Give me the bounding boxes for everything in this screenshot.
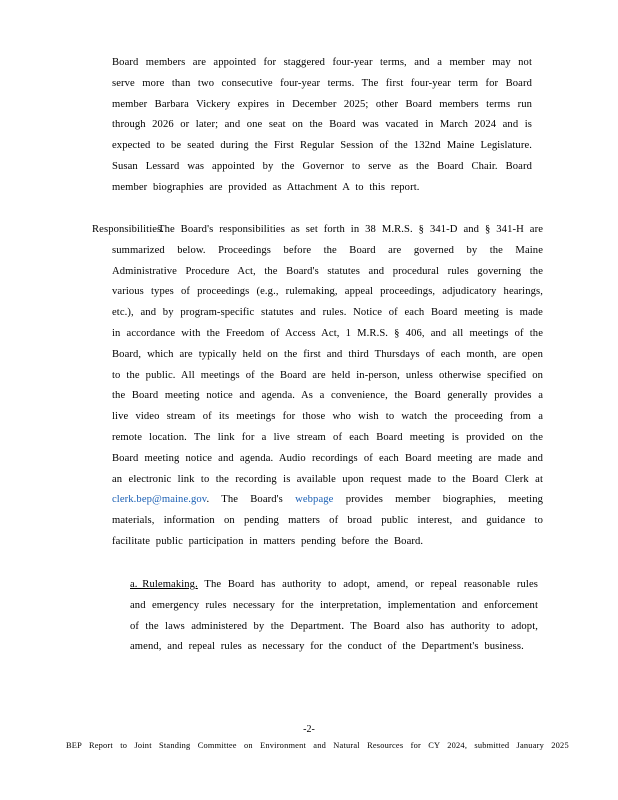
responsibilities-paragraph xyxy=(92,220,544,553)
responsibilities-body: The Board's responsibilities as set forth in 38 M.R.S. § 341-D and § 341-H are summarized below. Proceedings before the Board are governed by the Maine Administrative Procedure Act, the Board's statutes and procedural rules governing the various types of proceedings (e.g., rulemaking, appeal proceedings, adjudicatory hearings, etc.), and by program-specific statutes and rules. Notice of each Board meeting is made in accordance with the Freedom of Access Act, 1 M.R.S. § 406, and all meetings of the Board, which are typically held on the first and third Thursdays of each month, are open to the public. All meetings of the Board are held in-person, unless otherwise specified on the Board meeting notice and agenda. As a convenience, the Board generally provides a live video stream of its meetings for those who wish to watch the proceeding from a remote location. The link for a live stream of each Board meeting is provided on the Board meeting notice and agenda. Audio recordings of each Board meeting are made and an electronic link to the recording is available upon request made to the Board Clerk at xyxy=(112,224,543,485)
responsibilities-heading: Responsibilities. xyxy=(92,224,165,235)
page-number: -2- xyxy=(303,724,315,735)
rulemaking-body: The Board has authority to adopt, amend, or repeal reasonable rules and emergency rules necessary for the interpretation, implementation and enforcement of the laws administered by the Department. The Board also has authority to adopt, amend, and repeal rules as necessary for the conduct of the Department's business. xyxy=(130,579,538,653)
page-footer xyxy=(66,741,569,750)
clerk-email-link[interactable]: clerk.bep@maine.gov xyxy=(112,494,207,506)
rulemaking-heading: a. Rulemaking. xyxy=(130,579,198,590)
responsibilities-mid: . The Board's xyxy=(206,494,283,506)
responsibilities-end: provides member biographies, meeting materials, information on pending matters of broad public interest, and guidance to facilitate public participation in matters pending before the Board. xyxy=(112,494,544,547)
board-membership-paragraph: Board members are appointed for staggered four-year terms, and a member may not serve more than two consecutive four-year terms. The first four-year term for Board member Barbara Vickery expires in December 2025; other Board members terms run through 2026 or later; and one seat on the Board was vacated in March 2024 and is expected to be seated during the First Regular Session of the 132nd Maine Legislature. Susan Lessard was appointed by the Governor to serve as the Board Chair. Board member biographies are provided as Attachment A to this report. xyxy=(112,57,532,193)
footer-page-digit: 5 xyxy=(564,741,569,750)
rulemaking-paragraph xyxy=(130,575,538,658)
footer-text: BEP Report to Joint Standing Committee on Environment and Natural Resources for CY 2024, submitted January 202 xyxy=(66,741,565,750)
board-webpage-link[interactable]: webpage xyxy=(295,494,334,506)
